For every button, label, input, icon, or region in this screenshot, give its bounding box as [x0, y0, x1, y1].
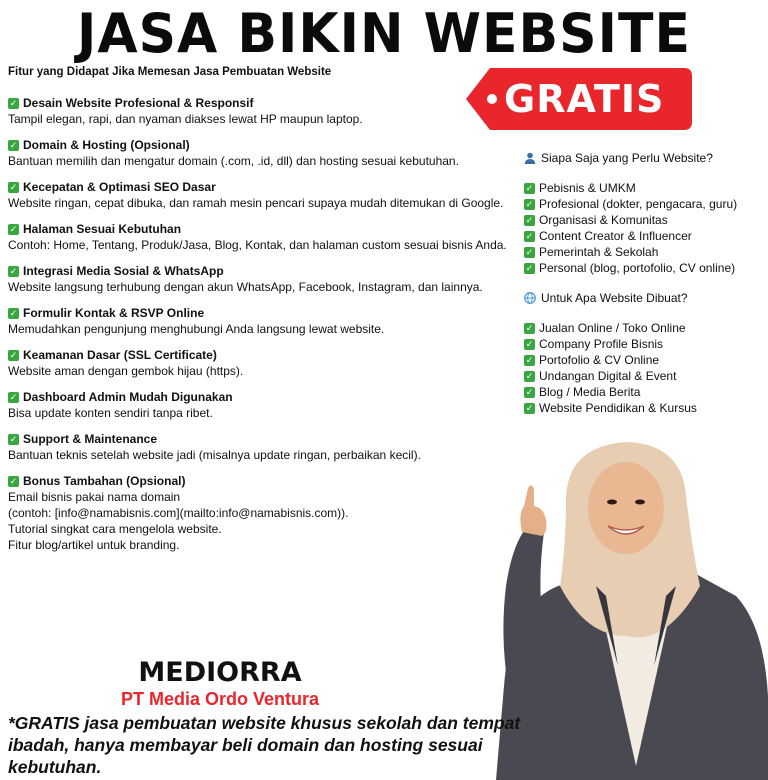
list-item — [524, 368, 768, 384]
feature-desc: Bantuan memilih dan mengatur domain (.com, .id, dll) dan hosting sesuai kebutuhan. — [8, 154, 459, 168]
woman-pointing-illustration — [486, 436, 768, 780]
audience-heading — [524, 150, 768, 166]
feature-title: Desain Website Profesional & Responsif — [23, 96, 254, 110]
check-mark-icon: ✓ — [9, 140, 18, 150]
check-mark-icon: ✓ — [525, 182, 534, 193]
list-item-label: Pebisnis & UMKM — [539, 181, 636, 195]
list-item-label: Jualan Online / Toko Online — [539, 321, 686, 335]
check-mark-icon: ✓ — [525, 230, 534, 241]
check-mark-icon: ✓ — [525, 246, 534, 257]
audience-heading-label: Siapa Saja yang Perlu Website? — [541, 151, 713, 165]
list-item — [524, 196, 768, 212]
feature-title: Keamanan Dasar (SSL Certificate) — [23, 348, 217, 362]
feature-item — [8, 96, 516, 127]
feature-desc: Tampil elegan, rapi, dan nyaman diakses lewat HP maupun laptop. — [8, 112, 363, 126]
list-item-label: Pemerintah & Sekolah — [539, 245, 659, 259]
feature-desc: Website aman dengan gembok hijau (https). — [8, 364, 244, 378]
check-mark-icon: ✓ — [525, 402, 534, 413]
feature-title: Dashboard Admin Mudah Digunakan — [23, 390, 233, 404]
feature-desc: Website langsung terhubung dengan akun WhatsApp, Facebook, Instagram, dan lainnya. — [8, 280, 483, 294]
check-mark-icon: ✓ — [525, 262, 534, 273]
list-item-label: Undangan Digital & Event — [539, 369, 677, 383]
brand-name: MEDIORRA — [138, 657, 302, 688]
check-mark-icon: ✓ — [9, 182, 18, 192]
list-item — [524, 244, 768, 260]
list-item-label: Company Profile Bisnis — [539, 337, 664, 351]
feature-item — [8, 348, 516, 379]
feature-item — [8, 138, 516, 169]
check-mark-icon: ✓ — [9, 224, 18, 234]
feature-item — [8, 474, 516, 553]
list-item-label: Organisasi & Komunitas — [539, 213, 668, 227]
list-item-label: Content Creator & Influencer — [539, 229, 692, 243]
purpose-list — [524, 320, 768, 416]
feature-title: Kecepatan & Optimasi SEO Dasar — [23, 180, 216, 194]
check-mark-icon: ✓ — [9, 392, 18, 402]
check-mark-icon: ✓ — [9, 266, 18, 276]
page-title: JASA BIKIN WEBSITE — [77, 2, 691, 66]
list-item-label: Portofolio & CV Online — [539, 353, 660, 367]
feature-desc: Bisa update konten sendiri tanpa ribet. — [8, 406, 213, 420]
purpose-heading — [524, 290, 768, 306]
list-item — [524, 400, 768, 416]
globe-icon — [524, 292, 536, 304]
feature-list — [8, 96, 516, 564]
feature-title: Domain & Hosting (Opsional) — [23, 138, 190, 152]
feature-item — [8, 180, 516, 211]
list-item-label: Personal (blog, portofolio, CV online) — [539, 261, 736, 275]
list-item-label: Website Pendidikan & Kursus — [539, 401, 697, 415]
audience-list — [524, 180, 768, 276]
feature-desc: (contoh: [info@namabisnis.com](mailto:info@namabisnis.com)). — [8, 506, 349, 520]
feature-item — [8, 264, 516, 295]
feature-item — [8, 306, 516, 337]
check-mark-icon: ✓ — [9, 98, 18, 108]
check-mark-icon: ✓ — [525, 354, 534, 365]
feature-desc: Email bisnis pakai nama domain — [8, 490, 181, 504]
check-mark-icon: ✓ — [525, 322, 534, 333]
purpose-heading-label: Untuk Apa Website Dibuat? — [541, 291, 688, 305]
feature-title: Formulir Kontak & RSVP Online — [23, 306, 205, 320]
check-mark-icon: ✓ — [525, 370, 534, 381]
feature-item — [8, 222, 516, 253]
footnote: *GRATIS jasa pembuatan website khusus sekolah dan tempat ibadah, hanya membayar beli domain dan hosting sesuai kebutuhan. — [8, 713, 521, 777]
feature-desc: Fitur blog/artikel untuk branding. — [8, 538, 180, 552]
check-mark-icon: ✓ — [525, 338, 534, 349]
list-item — [524, 228, 768, 244]
sidebar-info — [524, 150, 768, 430]
company-name: PT Media Ordo Ventura — [120, 689, 320, 709]
person-icon — [524, 152, 536, 164]
list-item — [524, 180, 768, 196]
list-item — [524, 212, 768, 228]
list-item — [524, 384, 768, 400]
check-mark-icon: ✓ — [9, 434, 18, 444]
check-mark-icon: ✓ — [525, 214, 534, 225]
page-subtitle: Fitur yang Didapat Jika Memesan Jasa Pembuatan Website — [8, 66, 332, 78]
check-mark-icon: ✓ — [9, 476, 18, 486]
feature-desc: Bantuan teknis setelah website jadi (misalnya update ringan, perbaikan kecil). — [8, 448, 421, 462]
list-item-label: Profesional (dokter, pengacara, guru) — [539, 197, 738, 211]
feature-title: Halaman Sesuai Kebutuhan — [23, 222, 182, 236]
gratis-badge-label: GRATIS — [504, 77, 665, 121]
feature-title: Integrasi Media Sosial & WhatsApp — [23, 264, 224, 278]
check-mark-icon: ✓ — [525, 386, 534, 397]
list-item — [524, 260, 768, 276]
check-mark-icon: ✓ — [9, 308, 18, 318]
feature-title: Support & Maintenance — [23, 432, 158, 446]
feature-desc: Tutorial singkat cara mengelola website. — [8, 522, 222, 536]
feature-desc: Contoh: Home, Tentang, Produk/Jasa, Blog, Kontak, dan halaman custom sesuai bisnis Anda. — [8, 238, 507, 252]
feature-title: Bonus Tambahan (Opsional) — [23, 474, 186, 488]
feature-item — [8, 390, 516, 421]
check-mark-icon: ✓ — [9, 350, 18, 360]
list-item — [524, 336, 768, 352]
feature-desc: Website ringan, cepat dibuka, dan ramah mesin pencari supaya mudah ditemukan di Google. — [8, 196, 504, 210]
list-item — [524, 320, 768, 336]
list-item-label: Blog / Media Berita — [539, 385, 641, 399]
feature-item — [8, 432, 516, 463]
feature-desc: Memudahkan pengunjung menghubungi Anda langsung lewat website. — [8, 322, 385, 336]
check-mark-icon: ✓ — [525, 198, 534, 209]
list-item — [524, 352, 768, 368]
